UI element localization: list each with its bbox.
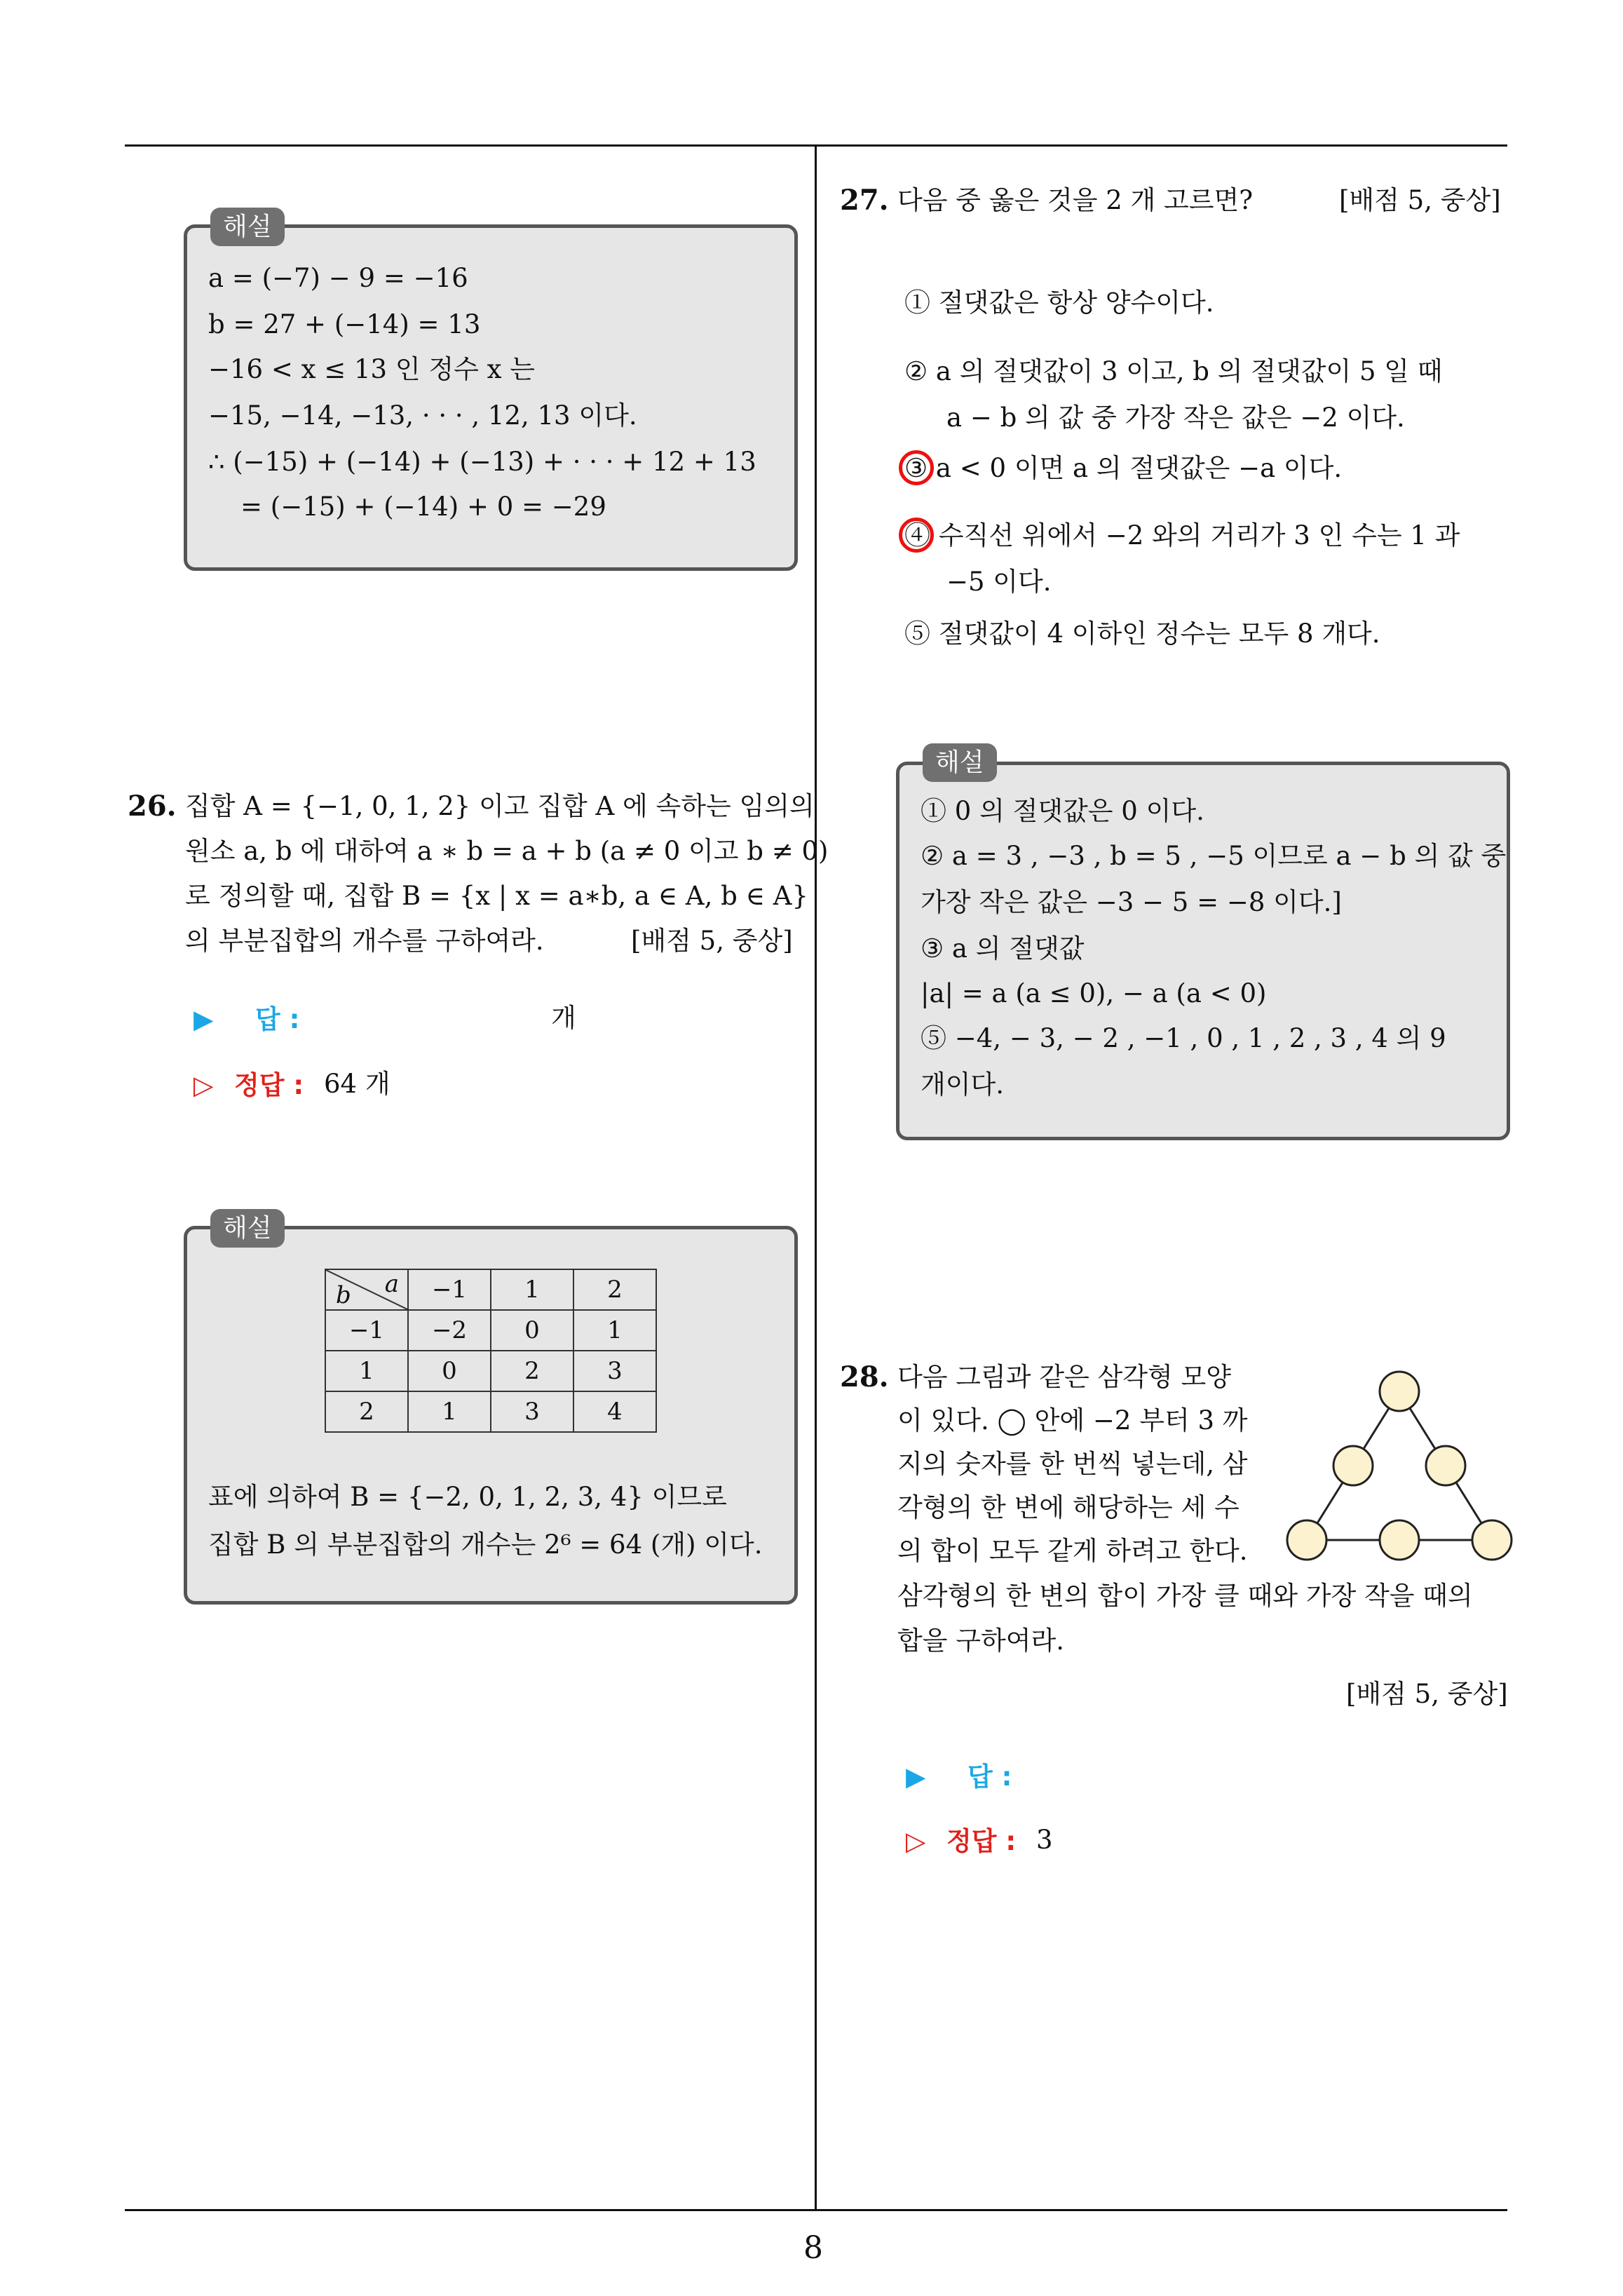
table-row-head: 2 <box>325 1391 408 1432</box>
q26-line-1: 집합 A = {−1, 0, 1, 2} 이고 집합 A 에 속하는 임의의 <box>185 791 815 821</box>
q26-correct-label: 정답 : <box>234 1070 304 1100</box>
q28-answer-label: 답 : <box>967 1762 1012 1792</box>
q27-choice-2[interactable]: ② a 의 절댓값이 3 이고, b 의 절댓값이 5 일 때 <box>904 356 1443 386</box>
triangle-node-bottom-left[interactable] <box>1287 1520 1326 1560</box>
q28-line-3: 지의 숫자를 한 번씩 넣는데, 삼 <box>897 1449 1248 1479</box>
sol27-line-3: 가장 작은 값은 −3 − 5 = −8 이다.] <box>921 887 1342 917</box>
q27-choice-2-cont: a − b 의 값 중 가장 작은 값은 −2 이다. <box>946 403 1405 433</box>
table-cell: 0 <box>408 1351 491 1391</box>
q28-line-4: 각형의 한 변에 해당하는 세 수 <box>897 1492 1240 1522</box>
sol25-line-2: b = 27 + (−14) = 13 <box>208 309 481 339</box>
question-number-26: 26. <box>128 790 177 823</box>
q27-prompt: 다음 중 옳은 것을 2 개 고르면? <box>897 185 1254 215</box>
column-divider <box>815 144 817 2210</box>
q26-score: [배점 5, 중상] <box>631 926 793 956</box>
q26-answer-label: 답 : <box>255 1004 300 1034</box>
q28-line-5: 의 합이 모두 같게 하려고 한다. <box>897 1536 1248 1566</box>
q27-choice-3[interactable]: ③ a < 0 이면 a 의 절댓값은 −a 이다. <box>904 453 1343 483</box>
operation-table <box>325 1269 657 1433</box>
corner-a-label: a <box>384 1270 399 1298</box>
solution-tag-27: 해설 <box>923 743 997 782</box>
sol27-line-1: ① 0 의 절댓값은 0 이다. <box>921 796 1204 826</box>
selected-mark-circle-3 <box>899 450 934 485</box>
triangle-node-bottom-right[interactable] <box>1472 1520 1512 1560</box>
table-col-head: 1 <box>491 1269 573 1310</box>
table-cell: 1 <box>408 1391 491 1432</box>
sol26-line-2: 집합 B 의 부분집합의 개수는 2⁶ = 64 (개) 이다. <box>208 1529 763 1560</box>
table-cell: 3 <box>491 1391 573 1432</box>
table-col-head: −1 <box>408 1269 491 1310</box>
sol27-line-5: |a| = a (a ≤ 0), − a (a < 0) <box>921 978 1267 1008</box>
q27-choice-4[interactable]: ④ 수직선 위에서 −2 와의 거리가 3 인 수는 1 과 <box>904 520 1460 551</box>
table-cell: 3 <box>573 1351 656 1391</box>
table-cell: 2 <box>491 1351 573 1391</box>
q27-score: [배점 5, 중상] <box>1339 185 1501 215</box>
corner-b-label: b <box>336 1281 351 1309</box>
triangle-node-bottom-mid[interactable] <box>1380 1520 1419 1560</box>
q28-line-7: 합을 구하여라. <box>897 1626 1064 1656</box>
table-cell: 1 <box>573 1310 656 1351</box>
solution-tag-26: 해설 <box>210 1209 285 1248</box>
q26-line-3: 로 정의할 때, 집합 B = {x | x = a∗b, a ∈ A, b ∈ A} <box>185 881 808 911</box>
q28-score: [배점 5, 중상] <box>1346 1679 1508 1709</box>
q28-line-1: 다음 그림과 같은 삼각형 모양 <box>897 1362 1231 1392</box>
sol27-line-7: 개이다. <box>921 1069 1004 1100</box>
triangle-node-right-mid[interactable] <box>1426 1446 1465 1485</box>
sol25-line-5: ∴ (−15) + (−14) + (−13) + · · · + 12 + 13 <box>208 447 756 477</box>
q28-line-2: 이 있다. ◯ 안에 −2 부터 3 까 <box>897 1405 1248 1436</box>
table-row-head: −1 <box>325 1310 408 1351</box>
q26-answer-field[interactable] <box>315 1003 540 1035</box>
solution-box-26 <box>184 1226 798 1605</box>
table-cell: −2 <box>408 1310 491 1351</box>
correct-arrow-icon: ▷ <box>193 1070 214 1100</box>
solution-tag-25: 해설 <box>210 208 285 246</box>
q28-correct-value: 3 <box>1036 1825 1053 1855</box>
q27-choice-4-cont: −5 이다. <box>946 567 1052 597</box>
sol27-line-4: ③ a 의 절댓값 <box>921 933 1085 964</box>
sol25-line-6: = (−15) + (−14) + 0 = −29 <box>240 492 606 522</box>
q26-line-4: 의 부분집합의 개수를 구하여라. <box>185 926 544 956</box>
answer-arrow-icon: ▶ <box>906 1762 926 1792</box>
selected-mark-circle-4 <box>899 518 934 553</box>
sol25-line-1: a = (−7) − 9 = −16 <box>208 263 468 293</box>
answer-arrow-icon: ▶ <box>193 1004 214 1034</box>
correct-arrow-icon: ▷ <box>906 1826 926 1856</box>
sol25-line-3: −16 < x ≤ 13 인 정수 x 는 <box>208 354 535 384</box>
q27-choice-5[interactable]: ⑤ 절댓값이 4 이하인 정수는 모두 8 개다. <box>904 619 1380 649</box>
table-row-head: 1 <box>325 1351 408 1391</box>
q28-correct-label: 정답 : <box>946 1826 1017 1856</box>
q26-line-2: 원소 a, b 에 대하여 a ∗ b = a + b (a ≠ 0 이고 b ≠ 0) <box>185 836 829 866</box>
q28-line-6: 삼각형의 한 변의 합이 가장 클 때와 가장 작을 때의 <box>897 1581 1473 1611</box>
page-number: 8 <box>803 2230 823 2266</box>
q26-correct-value: 64 개 <box>324 1069 391 1099</box>
triangle-node-left-mid[interactable] <box>1333 1446 1373 1485</box>
solution-box-25 <box>184 224 798 571</box>
sol26-line-1: 표에 의하여 B = {−2, 0, 1, 2, 3, 4} 이므로 <box>208 1482 727 1512</box>
table-cell: 4 <box>573 1391 656 1432</box>
triangle-figure <box>1276 1353 1514 1564</box>
sol27-line-2: ② a = 3 , −3 , b = 5 , −5 이므로 a − b 의 값 중 <box>921 841 1507 871</box>
table-corner-cell <box>325 1269 408 1310</box>
table-col-head: 2 <box>573 1269 656 1310</box>
question-number-27: 27. <box>840 184 889 217</box>
q26-answer-unit: 개 <box>551 1003 576 1033</box>
sol27-line-6: ⑤ −4, − 3, − 2 , −1 , 0 , 1 , 2 , 3 , 4 의 9 <box>921 1023 1446 1053</box>
triangle-node-top[interactable] <box>1380 1372 1419 1411</box>
q27-choice-1[interactable]: ① 절댓값은 항상 양수이다. <box>904 288 1214 318</box>
table-cell: 0 <box>491 1310 573 1351</box>
sol25-line-4: −15, −14, −13, · · · , 12, 13 이다. <box>208 400 637 431</box>
solution-box-27 <box>896 762 1510 1140</box>
q28-answer-field[interactable] <box>1028 1760 1308 1792</box>
question-number-28: 28. <box>840 1360 889 1393</box>
